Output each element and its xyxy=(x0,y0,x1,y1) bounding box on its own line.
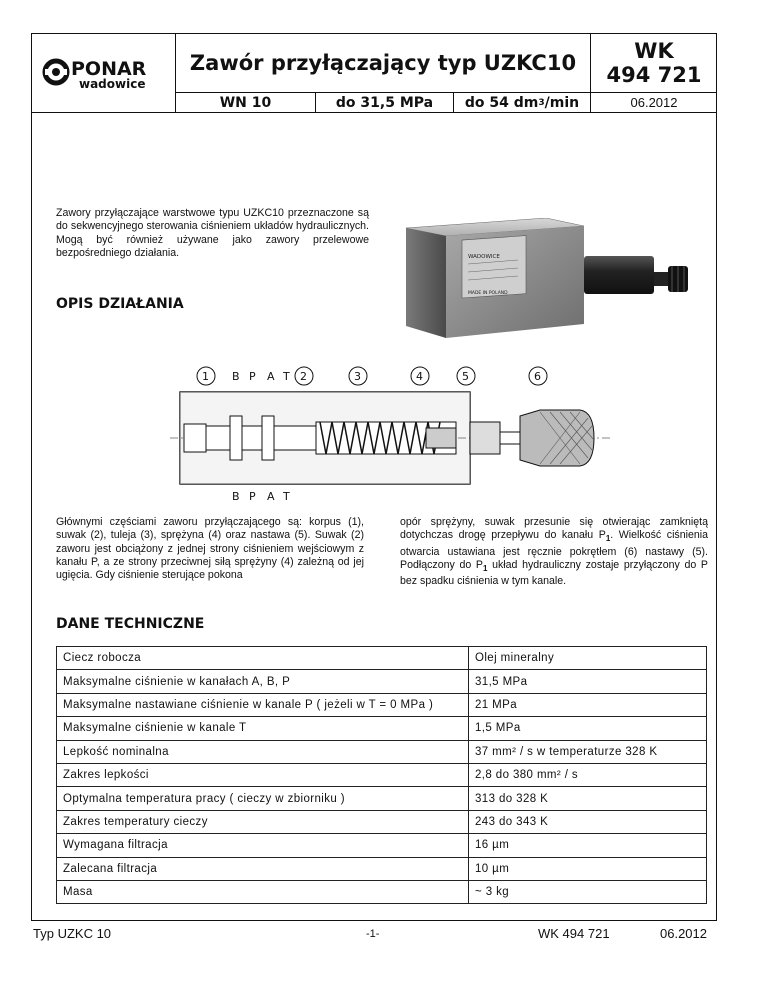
opis-col2-part-b: . Wielkość ciśnienia otwarcia ustawiana jest ręcznie pokrętłem (6) nastawy (5). Podłączony do P xyxy=(400,529,708,571)
port-bottom-a: A xyxy=(267,490,275,502)
port-top-t: T xyxy=(283,370,290,383)
row-label: Zalecana filtracja xyxy=(57,857,469,880)
callout-6: 6 xyxy=(534,370,541,383)
opis-column-2 xyxy=(400,516,708,589)
table-row xyxy=(57,740,707,763)
table-row xyxy=(57,834,707,857)
dane-heading: DANE TECHNICZNE xyxy=(56,616,205,632)
opis-col2-sub-2: 1 xyxy=(482,564,488,574)
spec-flow xyxy=(454,93,591,113)
table-row xyxy=(57,717,707,740)
row-value: 1,5 MPa xyxy=(469,717,707,740)
row-label: Maksymalne ciśnienie w kanale T xyxy=(57,717,469,740)
opis-column-1: Głównymi częściami zaworu przyłączającego są: korpus (1), suwak (2), tuleja (3), sprężyna (4) oraz nastawa (5). Suwak (2) zaworu jest obciążony z jednej strony ciśnieniem wejściowym z kanału P, a ze strony przeciwnej siłą sprężyny (4) zależną od jej ugięcia. Gdy ciśnienie sterujące pokona xyxy=(56,516,364,582)
table-row xyxy=(57,857,707,880)
spec-flow-suffix: /min xyxy=(544,94,580,111)
callout-1: 1 xyxy=(202,370,209,383)
intro-paragraph: Zawory przyłączające warstwowe typu UZKC10 przeznaczone są do sekwencyjnego sterowania ciśnieniem układów hydraulicznych. Mogą być również używane jako zawory przelewowe bezpośredniego działania. xyxy=(56,207,369,259)
footer-code: WK 494 721 xyxy=(538,926,610,941)
spec-nominal: WN 10 xyxy=(176,93,316,113)
footer-page-number: -1- xyxy=(366,928,380,940)
row-value: 243 do 343 K xyxy=(469,810,707,833)
callout-3: 3 xyxy=(354,370,361,383)
port-top-b: B xyxy=(232,370,240,383)
plate-made: MADE IN POLAND xyxy=(468,291,508,296)
header-date: 06.2012 xyxy=(591,93,717,113)
row-value: 31,5 MPa xyxy=(469,670,707,693)
port-top-a: A xyxy=(267,370,275,383)
spec-flow-prefix: do 54 dm xyxy=(464,94,539,111)
table-row xyxy=(57,787,707,810)
callout-2: 2 xyxy=(300,370,307,383)
row-label: Wymagana filtracja xyxy=(57,834,469,857)
row-label: Zakres lepkości xyxy=(57,763,469,786)
table-row xyxy=(57,763,707,786)
spec-pressure: do 31,5 MPa xyxy=(316,93,454,113)
opis-col2-sub-1: 1 xyxy=(605,534,611,544)
row-value: 21 MPa xyxy=(469,693,707,716)
row-label: Maksymalne nastawiane ciśnienie w kanale P ( jeżeli w T = 0 MPa ) xyxy=(57,693,469,716)
footer-type: Typ UZKC 10 xyxy=(33,926,112,941)
port-bottom-p: P xyxy=(249,490,256,502)
logo-brand-text: PONAR xyxy=(71,57,147,80)
spec-flow-sup: 3 xyxy=(538,97,545,108)
wk-number xyxy=(591,33,717,93)
wk-label: WK xyxy=(634,38,674,63)
row-label: Masa xyxy=(57,880,469,903)
table-row xyxy=(57,670,707,693)
section-drawing xyxy=(170,362,610,502)
callout-4: 4 xyxy=(416,370,423,383)
logo-sub-text: wadowice xyxy=(79,76,146,91)
table-row xyxy=(57,880,707,903)
row-label: Ciecz robocza xyxy=(57,647,469,670)
row-label: Optymalna temperatura pracy ( cieczy w zbiorniku ) xyxy=(57,787,469,810)
row-value: 37 mm² / s w temperaturze 328 K xyxy=(469,740,707,763)
document-title: Zawór przyłączający typ UZKC10 xyxy=(176,33,591,93)
row-value: 313 do 328 K xyxy=(469,787,707,810)
row-value: 2,8 do 380 mm² / s xyxy=(469,763,707,786)
header-block xyxy=(31,33,717,113)
port-bottom-b: B xyxy=(232,490,240,502)
tech-data-table xyxy=(56,646,707,904)
footer-date: 06.2012 xyxy=(660,926,707,941)
callout-5: 5 xyxy=(462,370,469,383)
plate-brand: WADOWICE xyxy=(468,254,500,260)
row-value: 10 µm xyxy=(469,857,707,880)
row-label: Lepkość nominalna xyxy=(57,740,469,763)
port-bottom-t: T xyxy=(283,490,290,502)
table-row xyxy=(57,647,707,670)
table-row xyxy=(57,810,707,833)
row-value: Olej mineralny xyxy=(469,647,707,670)
logo-cell xyxy=(31,33,176,113)
row-label: Zakres temperatury cieczy xyxy=(57,810,469,833)
row-value: 16 µm xyxy=(469,834,707,857)
port-top-p: P xyxy=(249,370,256,383)
table-row xyxy=(57,693,707,716)
opis-heading: OPIS DZIAŁANIA xyxy=(56,296,184,312)
row-label: Maksymalne ciśnienie w kanałach A, B, P xyxy=(57,670,469,693)
row-value: ~ 3 kg xyxy=(469,880,707,903)
valve-photo xyxy=(406,218,696,348)
wk-code: 494 721 xyxy=(606,62,702,87)
ponar-logo xyxy=(39,53,167,93)
opis-col2-part-a: opór sprężyny, suwak przesunie się otwierając zamkniętą dotychczas drogę przepływu do kanału P xyxy=(400,516,708,542)
opis-col2-part-c: układ hydrauliczny zostaje przyłączony do P bez spadku ciśnienia w tym kanale. xyxy=(400,559,708,588)
